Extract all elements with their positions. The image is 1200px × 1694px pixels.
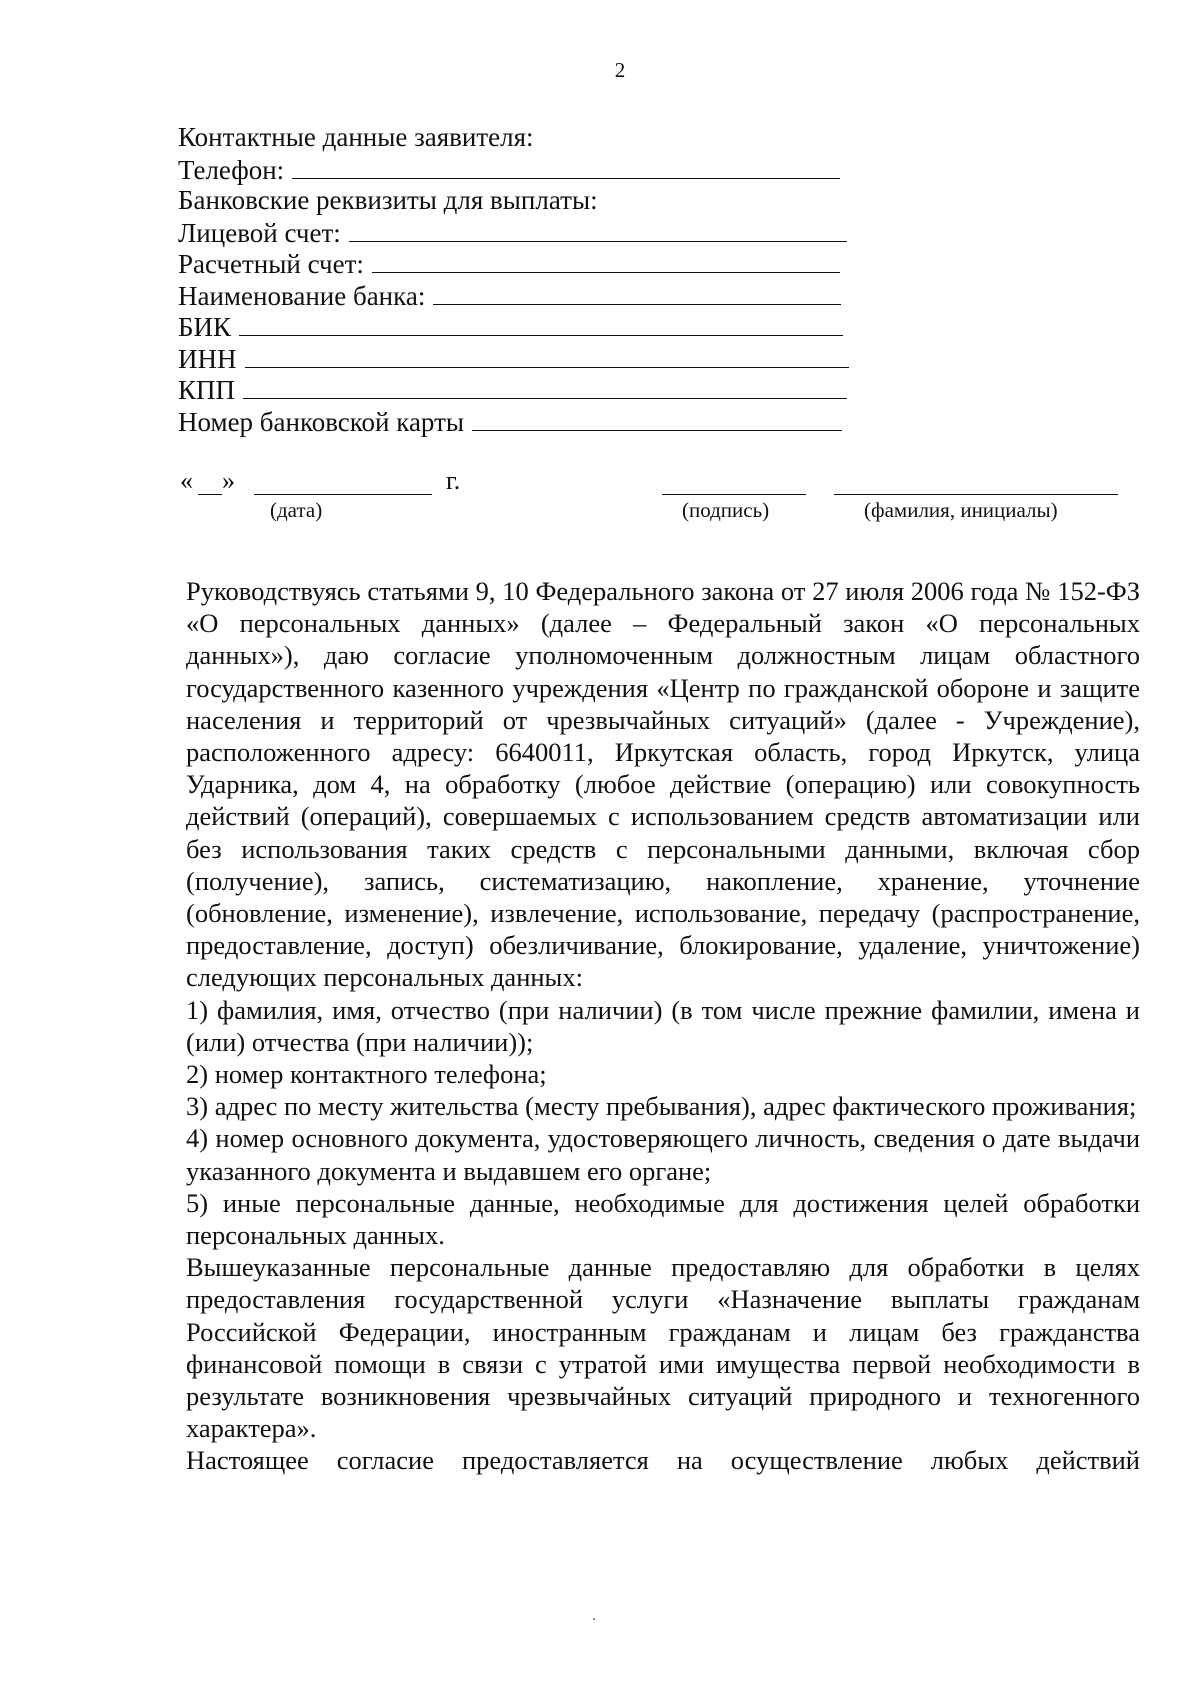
phone-field[interactable]: [292, 154, 840, 179]
card-number-field[interactable]: [472, 406, 842, 431]
signature-field[interactable]: [662, 494, 806, 495]
quote-open: «: [180, 466, 193, 495]
inn-field[interactable]: [245, 343, 849, 368]
card-number-row: [178, 406, 849, 438]
bik-row: [178, 311, 849, 343]
phone-row: [178, 154, 849, 186]
bik-field[interactable]: [239, 311, 843, 336]
page-number: 2: [614, 58, 626, 82]
kpp-field[interactable]: [243, 374, 847, 399]
name-field[interactable]: [834, 494, 1118, 495]
settlement-account-field[interactable]: [372, 248, 840, 273]
date-caption: (дата): [270, 498, 323, 522]
year-suffix: г.: [446, 466, 461, 495]
consent-item-3: 3) адрес по месту жительства (месту пребывания), адрес фактического проживания;: [186, 1091, 1137, 1122]
bank-name-field[interactable]: [433, 280, 841, 305]
consent-paragraph: Руководствуясь статьями 9, 10 Федерального закона от 27 июля 2006 года № 152-ФЗ «О персональных данных» (далее – Федеральный закон «О персональных данных»), даю согласие уполномоченным должностным лицам областного государственного казенного учреждения «Центр по гражданской обороне и защите населения и территорий от чрезвычайных ситуаций» (далее - Учреждение), расположенного адресу: 6640011, Иркутская область, город Иркутск, улица Ударника, дом 4, на обработку (любое действие (операцию) или совокупность действий (операций), совершаемых с использованием средств автоматизации или без использования таких средств с персональными данными, включая сбор (получение), запись, систематизацию, накопление, хранение, уточнение (обновление, изменение), извлечение, использование, передачу (распространение, предоставление, доступ) обезличивание, блокирование, удаление, уничтожение) следующих персональных данных:: [186, 576, 1140, 993]
bik-label: БИК: [178, 312, 232, 342]
kpp-row: [178, 374, 849, 406]
consent-item-1: 1) фамилия, имя, отчество (при наличии) (в том числе прежние фамилии, имена и (или) отчества (при наличии));: [186, 994, 1140, 1057]
personal-account-row: [178, 217, 849, 249]
contact-form: [178, 122, 849, 437]
signature-block: [0, 466, 1200, 536]
settlement-account-label: Расчетный счет:: [178, 249, 364, 279]
consent-item-2: 2) номер контактного телефона;: [186, 1059, 547, 1090]
personal-account-field[interactable]: [349, 217, 847, 242]
phone-label: Телефон:: [178, 154, 285, 185]
personal-account-label: Лицевой счет:: [178, 217, 341, 248]
kpp-label: КПП: [178, 375, 236, 405]
scan-speck: [593, 1618, 595, 1620]
settlement-account-row: [178, 248, 849, 280]
continuation-paragraph: Настоящее согласие предоставляется на осуществление любых действий: [186, 1445, 1140, 1476]
consent-text: [186, 575, 1140, 1477]
bank-heading: Банковские реквизиты для выплаты:: [178, 185, 598, 215]
month-field[interactable]: [254, 494, 432, 495]
consent-item-4: 4) номер основного документа, удостоверяющего личность, сведения о дате выдачи указанного документа и выдавшем его органе;: [186, 1123, 1140, 1186]
bank-name-label: Наименование банка:: [178, 280, 426, 311]
inn-row: [178, 343, 849, 375]
day-field[interactable]: [198, 494, 222, 495]
contact-heading: Контактные данные заявителя:: [178, 122, 534, 152]
name-caption: (фамилия, инициалы): [864, 498, 1058, 522]
inn-label: ИНН: [178, 343, 237, 374]
bank-name-row: [178, 280, 849, 312]
consent-item-5: 5) иные персональные данные, необходимые для достижения целей обработки персональных данных.: [186, 1187, 1140, 1251]
signature-caption: (подпись): [682, 498, 770, 522]
card-number-label: Номер банковской карты: [178, 406, 465, 437]
quote-close: »: [222, 466, 235, 495]
purpose-paragraph: Вышеуказанные персональные данные предоставляю для обработки в целях предоставления государственной услуги «Назначение выплаты гражданам Российской Федерации, иностранным гражданам и лицам без гражданства финансовой помощи в связи с утратой ими имущества первой необходимости в результате возникновения чрезвычайных ситуаций природного и техногенного характера».: [186, 1252, 1140, 1444]
